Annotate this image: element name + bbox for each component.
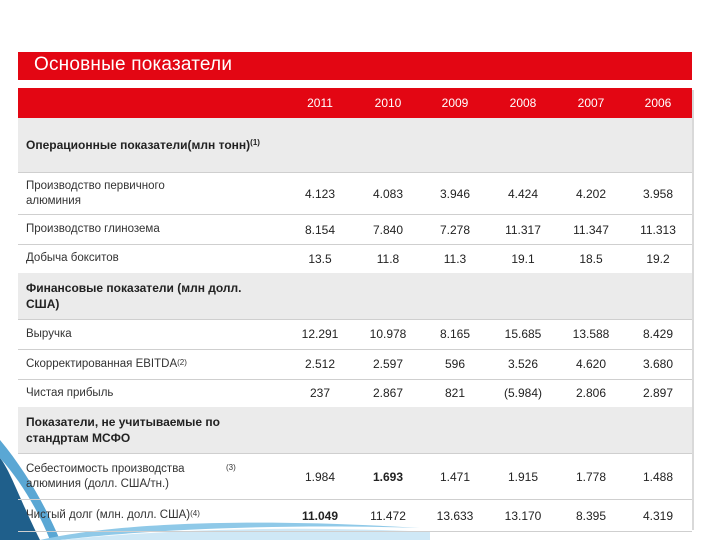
title-bar: [18, 52, 692, 80]
footnote-mark: (4): [190, 509, 200, 518]
value-cell: 4.123: [286, 173, 354, 215]
value-cell: 2.806: [558, 379, 624, 407]
footnote-mark: (3): [226, 462, 236, 472]
year-header: 2007: [558, 88, 624, 118]
table-row: [18, 319, 692, 349]
row-label-text: Чистый долг (млн. долл. США): [26, 509, 191, 521]
value-cell: 7.278: [422, 215, 488, 245]
value-cell: 18.5: [558, 245, 624, 273]
value-cell: 821: [422, 379, 488, 407]
value-cell: 11.313: [624, 215, 692, 245]
header-label-cell: [18, 88, 286, 118]
value-cell: 7.840: [354, 215, 422, 245]
table-row: [18, 173, 692, 215]
row-label: Чистая прибыль: [18, 379, 286, 407]
value-cell: 4.620: [558, 349, 624, 379]
year-header: 2006: [624, 88, 692, 118]
table-header-row: [18, 88, 692, 118]
year-header: 2010: [354, 88, 422, 118]
row-label: [18, 454, 286, 500]
value-cell: 4.202: [558, 173, 624, 215]
value-cell: 13.633: [422, 500, 488, 532]
footnote-mark: (2): [177, 357, 187, 367]
section-heading-text: Показатели, не учитываемые по стандртам МСФО: [26, 415, 220, 445]
section-heading-text: Финансовые показатели (млн долл. США): [26, 280, 242, 311]
row-label: Добыча бокситов: [18, 245, 286, 273]
section-heading: [18, 273, 692, 320]
section-heading-text: Операционные показатели(млн тонн): [26, 138, 251, 152]
value-cell: 2.897: [624, 379, 692, 407]
table-row: [18, 349, 692, 379]
value-cell: 11.8: [354, 245, 422, 273]
value-cell: 1.778: [558, 454, 624, 500]
value-cell: (5.984): [488, 379, 558, 407]
value-cell: 8.154: [286, 215, 354, 245]
value-cell: 12.291: [286, 319, 354, 349]
row-label-text: Скорректированная EBITDA: [26, 357, 178, 370]
value-cell: 3.958: [624, 173, 692, 215]
row-label: [18, 173, 286, 215]
value-cell: 19.2: [624, 245, 692, 273]
page-title: Основные показатели: [34, 54, 233, 75]
value-cell: 596: [422, 349, 488, 379]
value-cell: 237: [286, 379, 354, 407]
value-cell: 8.429: [624, 319, 692, 349]
footnote-mark: (1): [250, 138, 260, 147]
value-cell: 15.685: [488, 319, 558, 349]
section-header-row: [18, 273, 692, 320]
section-heading: [18, 407, 692, 454]
value-cell: 13.5: [286, 245, 354, 273]
table-right-shadow: [692, 90, 694, 530]
value-cell: 13.588: [558, 319, 624, 349]
value-cell: 1.488: [624, 454, 692, 500]
table-row: [18, 454, 692, 500]
row-label: [18, 500, 286, 532]
value-cell: 8.395: [558, 500, 624, 532]
value-cell: 4.083: [354, 173, 422, 215]
year-header: 2011: [286, 88, 354, 118]
value-cell: 13.170: [488, 500, 558, 532]
value-cell: 11.347: [558, 215, 624, 245]
value-cell: 11.3: [422, 245, 488, 273]
table-row: [18, 500, 692, 532]
value-cell: 1.915: [488, 454, 558, 500]
section-header-row: [18, 407, 692, 454]
row-label: [18, 349, 286, 379]
value-cell: 3.526: [488, 349, 558, 379]
value-cell: 2.512: [286, 349, 354, 379]
value-cell: 3.946: [422, 173, 488, 215]
table-row: [18, 245, 692, 273]
row-label: Выручка: [18, 319, 286, 349]
value-cell: 2.867: [354, 379, 422, 407]
year-header: 2008: [488, 88, 558, 118]
value-cell: 8.165: [422, 319, 488, 349]
year-header: 2009: [422, 88, 488, 118]
value-cell: 1.984: [286, 454, 354, 500]
table-row: [18, 215, 692, 245]
value-cell: 1.471: [422, 454, 488, 500]
section-heading: [18, 118, 692, 173]
value-cell: 10.978: [354, 319, 422, 349]
row-label-text: Производство первичного алюминия: [26, 179, 165, 207]
value-cell: 19.1: [488, 245, 558, 273]
value-cell: 4.424: [488, 173, 558, 215]
row-label-text: Себестоимость производства алюминия (долл. США/тн.): [26, 462, 185, 490]
table-row: [18, 379, 692, 407]
value-cell: 4.319: [624, 500, 692, 532]
section-header-row: [18, 118, 692, 173]
row-label: Производство глинозема: [18, 215, 286, 245]
value-cell: 11.472: [354, 500, 422, 532]
value-cell: 11.049: [286, 500, 354, 532]
indicators-table: [18, 88, 692, 532]
value-cell: 3.680: [624, 349, 692, 379]
value-cell: 2.597: [354, 349, 422, 379]
value-cell: 1.693: [354, 454, 422, 500]
value-cell: 11.317: [488, 215, 558, 245]
